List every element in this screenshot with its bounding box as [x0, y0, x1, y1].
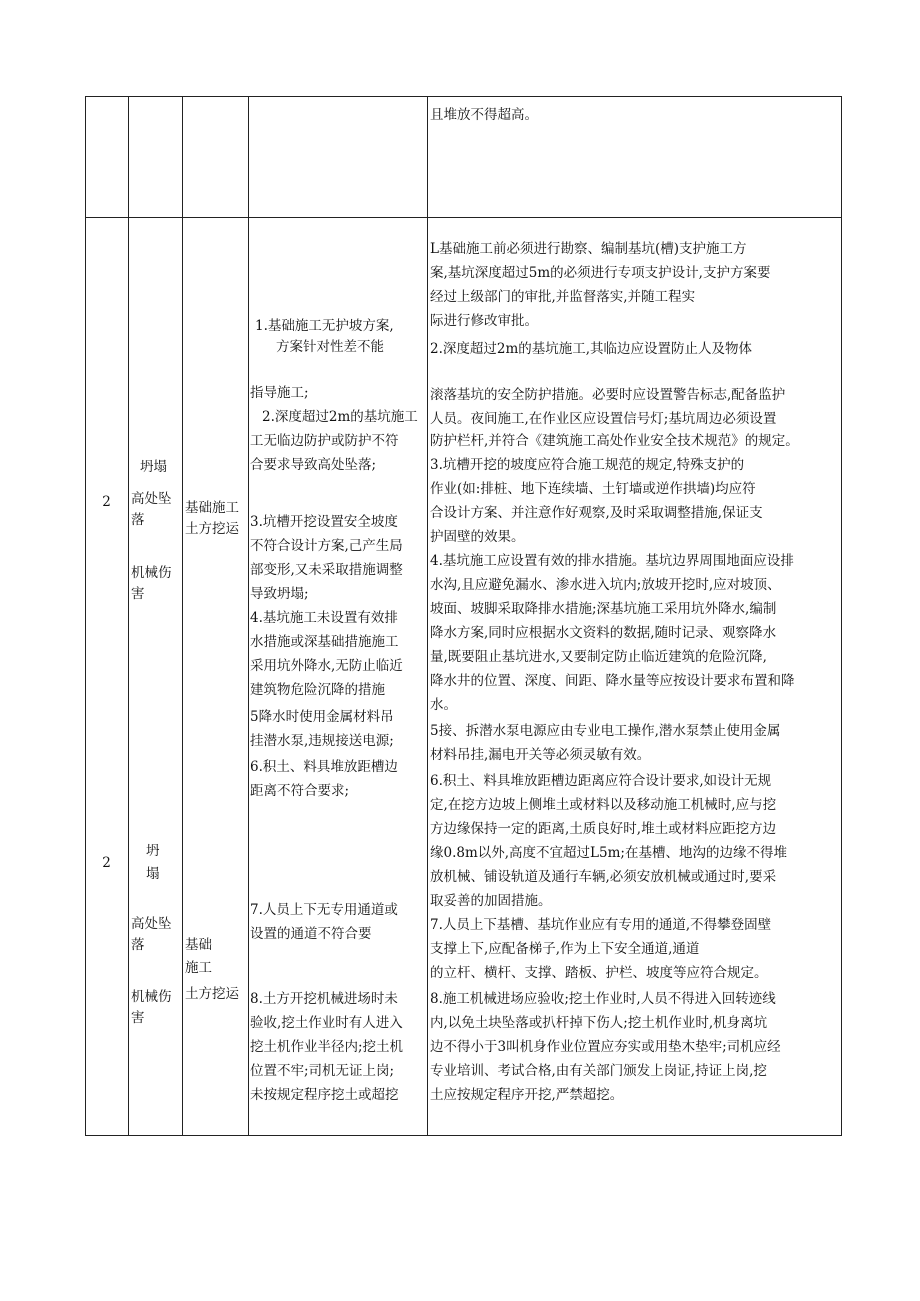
- cause-line: 部变形,又未采取措施调整: [250, 562, 403, 578]
- cause-line: 不符合设计方案,己产生局: [250, 538, 403, 554]
- hazard-text: 塌: [146, 866, 160, 882]
- cause-line: 指导施工;: [250, 385, 309, 401]
- cause-line: 工无临边防护或防护不符: [250, 433, 399, 449]
- measure-line: 防护栏杆,并符合《建筑施工高处作业安全技术规范》的规定。: [430, 433, 799, 449]
- measure-line: L基础施工前必须进行勘察、编制基坑(槽)支护施工方: [430, 241, 747, 257]
- measure-line: 定,在挖方边坡上侧堆土或材料以及移动施工机械时,应与挖: [430, 797, 777, 813]
- measure-line: 8.施工机械进场应验收;挖土作业时,人员不得进入回转迹线: [430, 991, 776, 1007]
- cause-line: 5降水时使用金属材料吊: [250, 709, 394, 725]
- cause-line: 2.深度超过2m的基坑施工: [262, 409, 418, 425]
- cause-line: 导致坍塌;: [250, 586, 309, 602]
- cause-line: 距离不符合要求;: [250, 783, 350, 799]
- measure-line: 量,既要阻止基坑进水,又要制定防止临近建筑的危险沉降,: [430, 649, 767, 665]
- measure-line: 合设计方案、并注意作好观察,及时采取调整措施,保证支: [430, 505, 763, 521]
- measure-line: 专业培训、考试合格,由有关部门颁发上岗证,持证上岗,挖: [430, 1063, 767, 1079]
- work-type: 基础: [185, 937, 212, 953]
- measure-line: 滚落基坑的安全防护措施。必要时应设置警告标志,配备监护: [430, 387, 786, 403]
- hazard-text: 机械伤: [131, 989, 172, 1005]
- hazard-text: 落: [131, 512, 145, 528]
- cause-line: 3.坑槽开挖设置安全坡度: [250, 514, 398, 530]
- measure-line: 降水井的位置、深度、间距、降水量等应按设计要求布置和降: [430, 673, 795, 689]
- measure-line: 案,基坑深度超过5m的必须进行专项支护设计,支护方案要: [430, 265, 771, 281]
- cause-line: 合要求导致高处坠落;: [250, 457, 377, 473]
- measure-line: 人员。夜间施工,在作业区应设置信号灯;基坑周边必须设置: [430, 411, 777, 427]
- measure-line: 经过上级部门的审批,并监督落实,并随工程实: [430, 289, 696, 305]
- cause-line: 7.人员上下无专用通道或: [250, 902, 398, 918]
- col-divider-1: [128, 96, 129, 1136]
- cause-line: 8.土方开挖机械进场时未: [250, 991, 398, 1007]
- cause-line: 4.基坑施工未设置有效排: [250, 610, 398, 626]
- measure-line: 护固壁的效果。: [430, 529, 525, 545]
- measure-line: 水。: [430, 697, 457, 713]
- cause-line: 方案针对性差不能: [276, 339, 384, 355]
- cause-line: 挂潜水泵,违规接送电源;: [250, 733, 394, 749]
- cause-line: 采用坑外降水,无防止临近: [250, 658, 403, 674]
- measure-line: 作业(如:排桩、地下连续墙、土钉墙或逆作拱墙)均应符: [430, 481, 756, 497]
- measure-line: 降水方案,同时应根据水文资料的数据,随时记录、观察降水: [430, 625, 777, 641]
- hazard-text: 害: [131, 1010, 145, 1026]
- hazard-text: 高处坠: [131, 916, 172, 932]
- measure-line: 土应按规定程序开挖,严禁超挖。: [430, 1087, 624, 1103]
- measure-line: 内,以免土块坠落或扒杆掉下伤人;挖土机作业时,机身离坑: [430, 1015, 768, 1031]
- row-divider: [85, 217, 842, 218]
- hazard-text: 落: [131, 937, 145, 953]
- cause-line: 水措施或深基础措施施工: [250, 634, 399, 650]
- measure-line: 水沟,且应避免漏水、渗水进入坑内;放坡开挖时,应对坡顶、: [430, 577, 781, 593]
- measure-line: 坡面、坡脚采取降排水措施;深基坑施工采用坑外降水,编制: [430, 601, 777, 617]
- cause-line: 1.基础施工无护坡方案,: [255, 318, 394, 334]
- hazard-text: 高处坠: [131, 491, 172, 507]
- measure-line: 支撑上下,应配备梯子,作为上下安全通道,通道: [430, 941, 700, 957]
- hazard-text: 害: [131, 586, 145, 602]
- cause-line: 验收,挖土作业时有人进入: [250, 1015, 403, 1031]
- measure-line: 边不得小于3叫机身作业位置应夯实或用垫木垫牢;司机应经: [430, 1039, 781, 1055]
- sequence-number: 2: [102, 855, 111, 871]
- work-type: 施工: [185, 960, 212, 976]
- cause-line: 挖土机作业半径内;挖土机: [250, 1039, 404, 1055]
- measure-line: 方边缘保持一定的距离,土质良好时,堆土或材料应距挖方边: [430, 821, 777, 837]
- measure-line: 际进行修改审批。: [430, 313, 538, 329]
- sequence-number: 2: [102, 494, 111, 510]
- col-divider-2: [182, 96, 183, 1136]
- measure-line: 5接、拆潜水泵电源应由专业电工操作,潜水泵禁止使用金属: [430, 723, 781, 739]
- measure-line: 放机械、铺设轨道及通行车辆,必须安放机械或通过时,要采: [430, 869, 777, 885]
- measure-line: 6.积土、料具堆放距槽边距离应符合设计要求,如设计无规: [430, 773, 772, 789]
- measure-line: 7.人员上下基槽、基坑作业应有专用的通道,不得攀登固壁: [430, 917, 772, 933]
- measure-text: 且堆放不得超高。: [430, 107, 538, 123]
- cause-line: 未按规定程序挖土或超挖: [250, 1087, 399, 1103]
- cause-line: 设置的通道不符合要: [250, 926, 372, 942]
- hazard-text: 机械伤: [131, 565, 172, 581]
- measure-line: 取妥善的加固措施。: [430, 893, 552, 909]
- hazard-text: 坍: [146, 843, 160, 859]
- work-type: 土方挖运: [185, 986, 239, 1002]
- measure-line: 4.基坑施工应设置有效的排水措施。基坑边界周围地面应设排: [430, 553, 794, 569]
- cause-line: 位置不牢;司机无证上岗;: [250, 1063, 395, 1079]
- work-type: 基础施工: [185, 500, 239, 516]
- col-divider-4: [427, 96, 428, 1136]
- cause-line: 建筑物危险沉降的措施: [250, 682, 385, 698]
- measure-line: 2.深度超过2m的基坑施工,其临边应设置防止人及物体: [430, 341, 753, 357]
- measure-line: 3.坑槽开挖的坡度应符合施工规范的规定,特殊支护的: [430, 457, 745, 473]
- cause-line: 6.积土、料具堆放距槽边: [250, 759, 398, 775]
- work-type: 土方挖运: [185, 521, 239, 537]
- hazard-text: 坍塌: [140, 459, 167, 475]
- col-divider-3: [248, 96, 249, 1136]
- measure-line: 缘0.8m以外,高度不宜超过L5m;在基槽、地沟的边缘不得堆: [430, 845, 787, 861]
- measure-line: 的立杆、横杆、支撑、踏板、护栏、坡度等应符合规定。: [430, 965, 768, 981]
- measure-line: 材料吊挂,漏电开关等必须灵敏有效。: [430, 747, 651, 763]
